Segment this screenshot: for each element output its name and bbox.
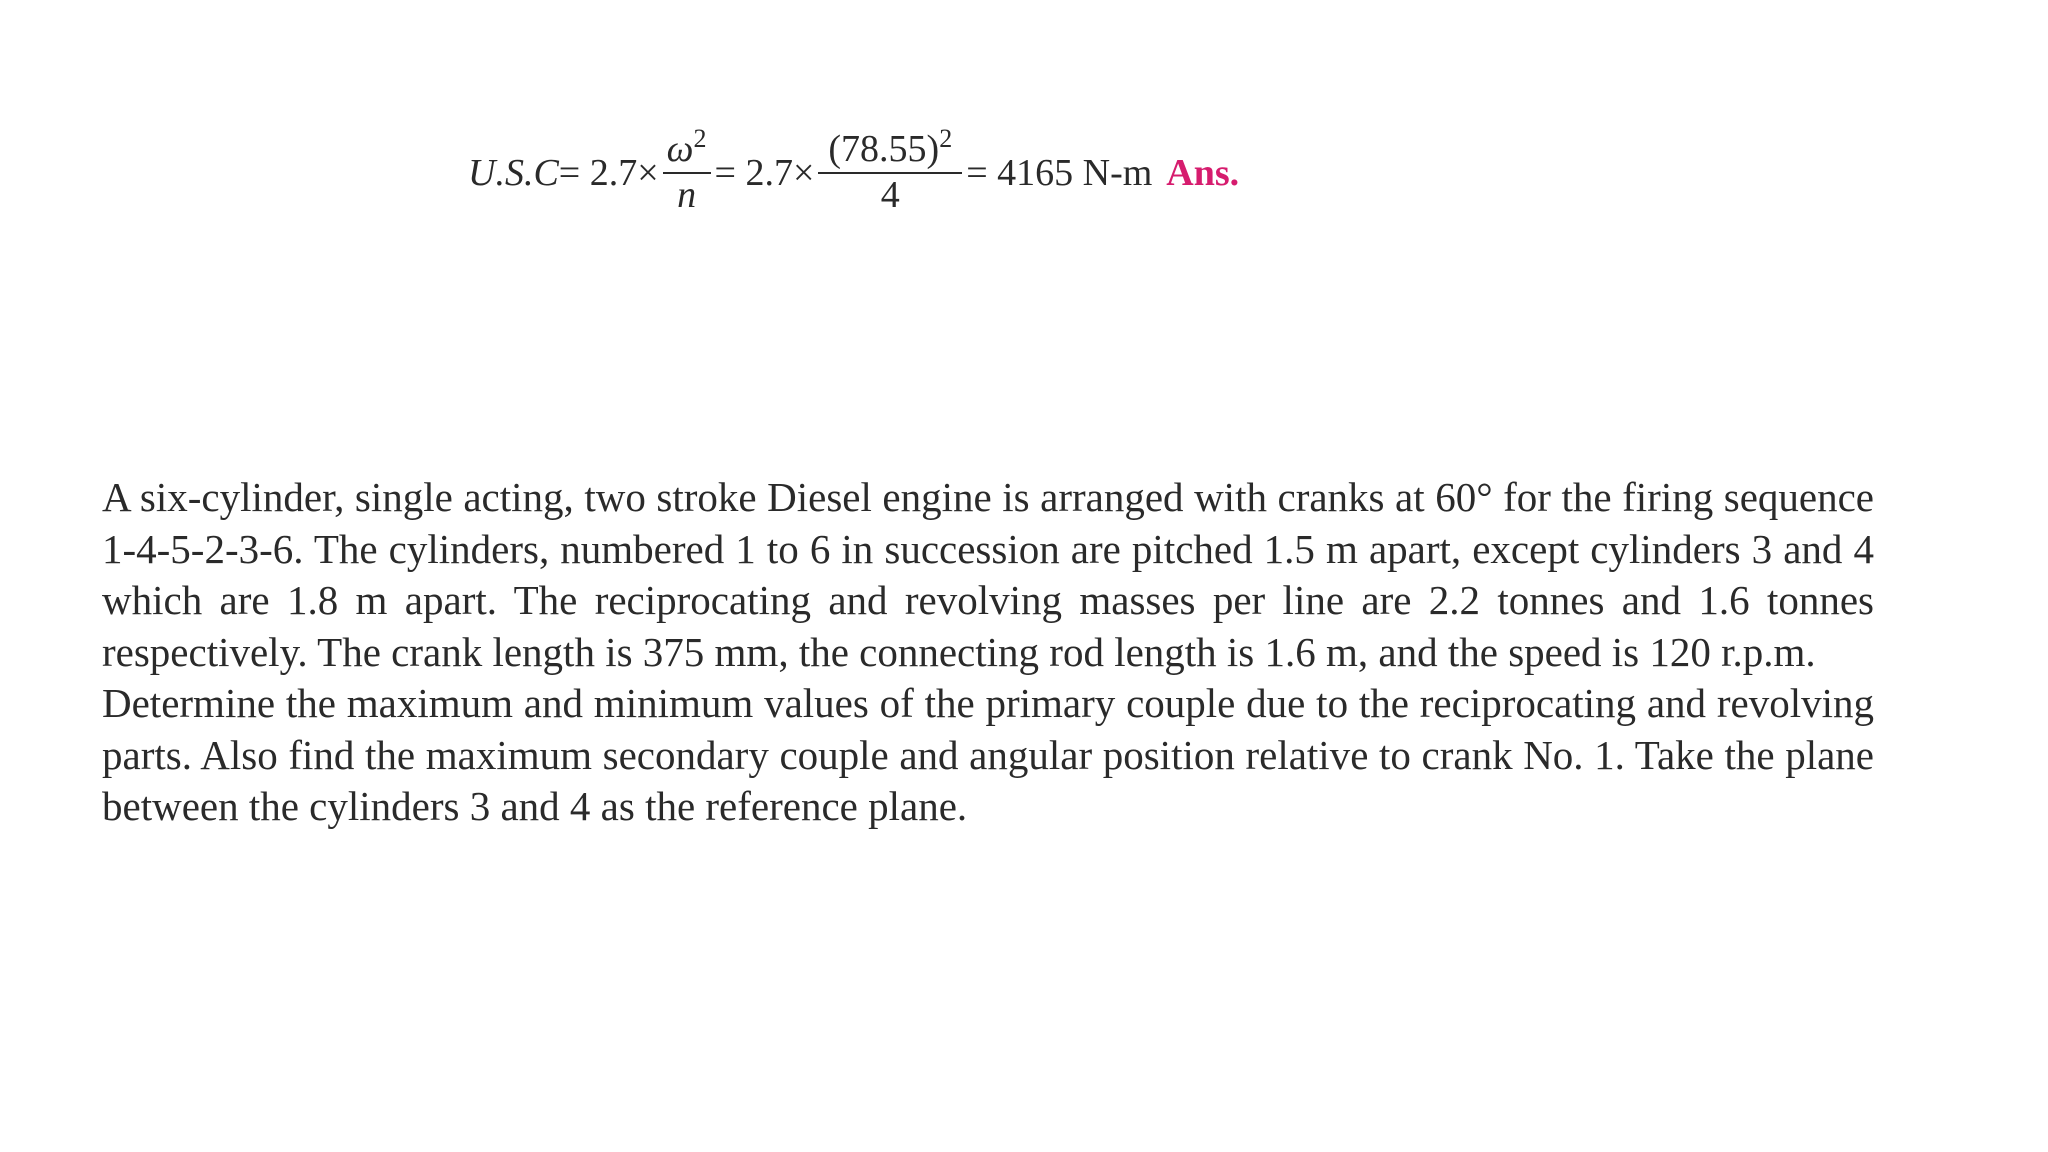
equation-result: = 4165 N-m [966, 152, 1153, 194]
problem-paragraph-task: Determine the maximum and minimum values of the primary couple due to the reciprocating and revolving parts. Also find the maximum secondary couple and angular position relative to crank No. 1. Take the plane between the cylinders 3 and 4 as the reference plane. [102, 680, 1874, 829]
fraction-numeric [818, 124, 962, 216]
equation-lhs: U.S.C [468, 152, 559, 194]
answer-label: Ans. [1166, 152, 1240, 194]
problem-statement [102, 472, 1874, 833]
usc-equation [468, 108, 1239, 238]
fraction-denominator: n [677, 174, 697, 216]
exponent: 2 [693, 124, 707, 154]
fraction-numerator [818, 124, 962, 174]
problem-paragraph-given: A six-cylinder, single acting, two stroke Diesel engine is arranged with cranks at 60° for the firing sequence 1-4-5-2-3-6. The cylinders, numbered 1 to 6 in succession are pitched 1.5 m apart, except cylinders 3 and 4 which are 1.8 m apart. The reciprocating and revolving masses per line are 2.2 tonnes and 1.6 tonnes respectively. The crank length is 375 mm, the connecting rod length is 1.6 m, and the speed is 120 r.p.m. [102, 474, 1874, 675]
numerator-base: (78.55) [828, 128, 940, 171]
fraction-numerator [663, 124, 711, 174]
equation-factor-1: = 2.7× [558, 152, 659, 194]
equation-factor-2: = 2.7× [714, 152, 815, 194]
fraction-omega-over-n [663, 124, 711, 216]
omega-symbol: ω [666, 128, 694, 171]
fraction-denominator: 4 [880, 174, 900, 216]
exponent: 2 [939, 124, 953, 154]
